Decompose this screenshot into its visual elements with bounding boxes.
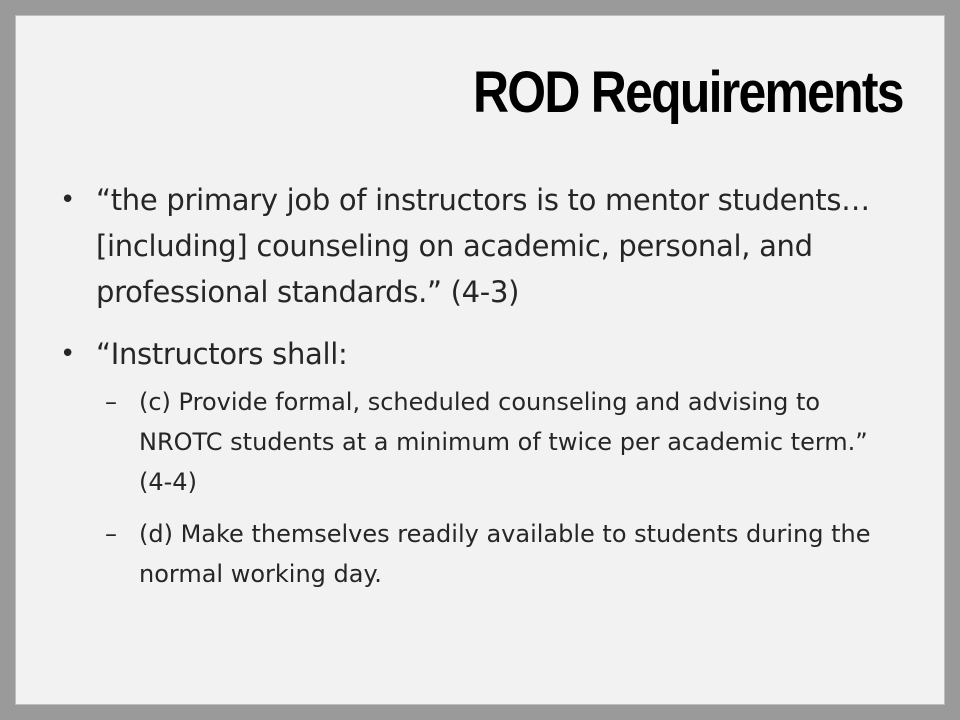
sub-bullet-item	[60, 382, 900, 502]
slide-body	[60, 177, 900, 594]
bullet-item	[60, 177, 900, 315]
bullet-item	[60, 331, 900, 377]
slide-title: ROD Requirements	[473, 60, 903, 125]
bullet-text: “the primary job of instructors is to mentor students…[including] counseling on academic, personal, and professional standards.” (4-3)	[96, 183, 870, 309]
sub-bullet-item	[60, 514, 900, 594]
slide	[15, 15, 945, 705]
bullet-text: “Instructors shall:	[96, 337, 348, 371]
sub-bullet-text: (d) Make themselves readily available to students during the normal working day.	[139, 520, 871, 588]
dash-marker: –	[105, 388, 117, 416]
dash-marker: –	[105, 520, 117, 548]
bullet-marker: •	[60, 185, 76, 215]
bullet-marker: •	[60, 339, 76, 369]
sub-bullet-text: (c) Provide formal, scheduled counseling and advising to NROTC students at a minimum of twice per academic term.” (4-4)	[139, 388, 868, 496]
